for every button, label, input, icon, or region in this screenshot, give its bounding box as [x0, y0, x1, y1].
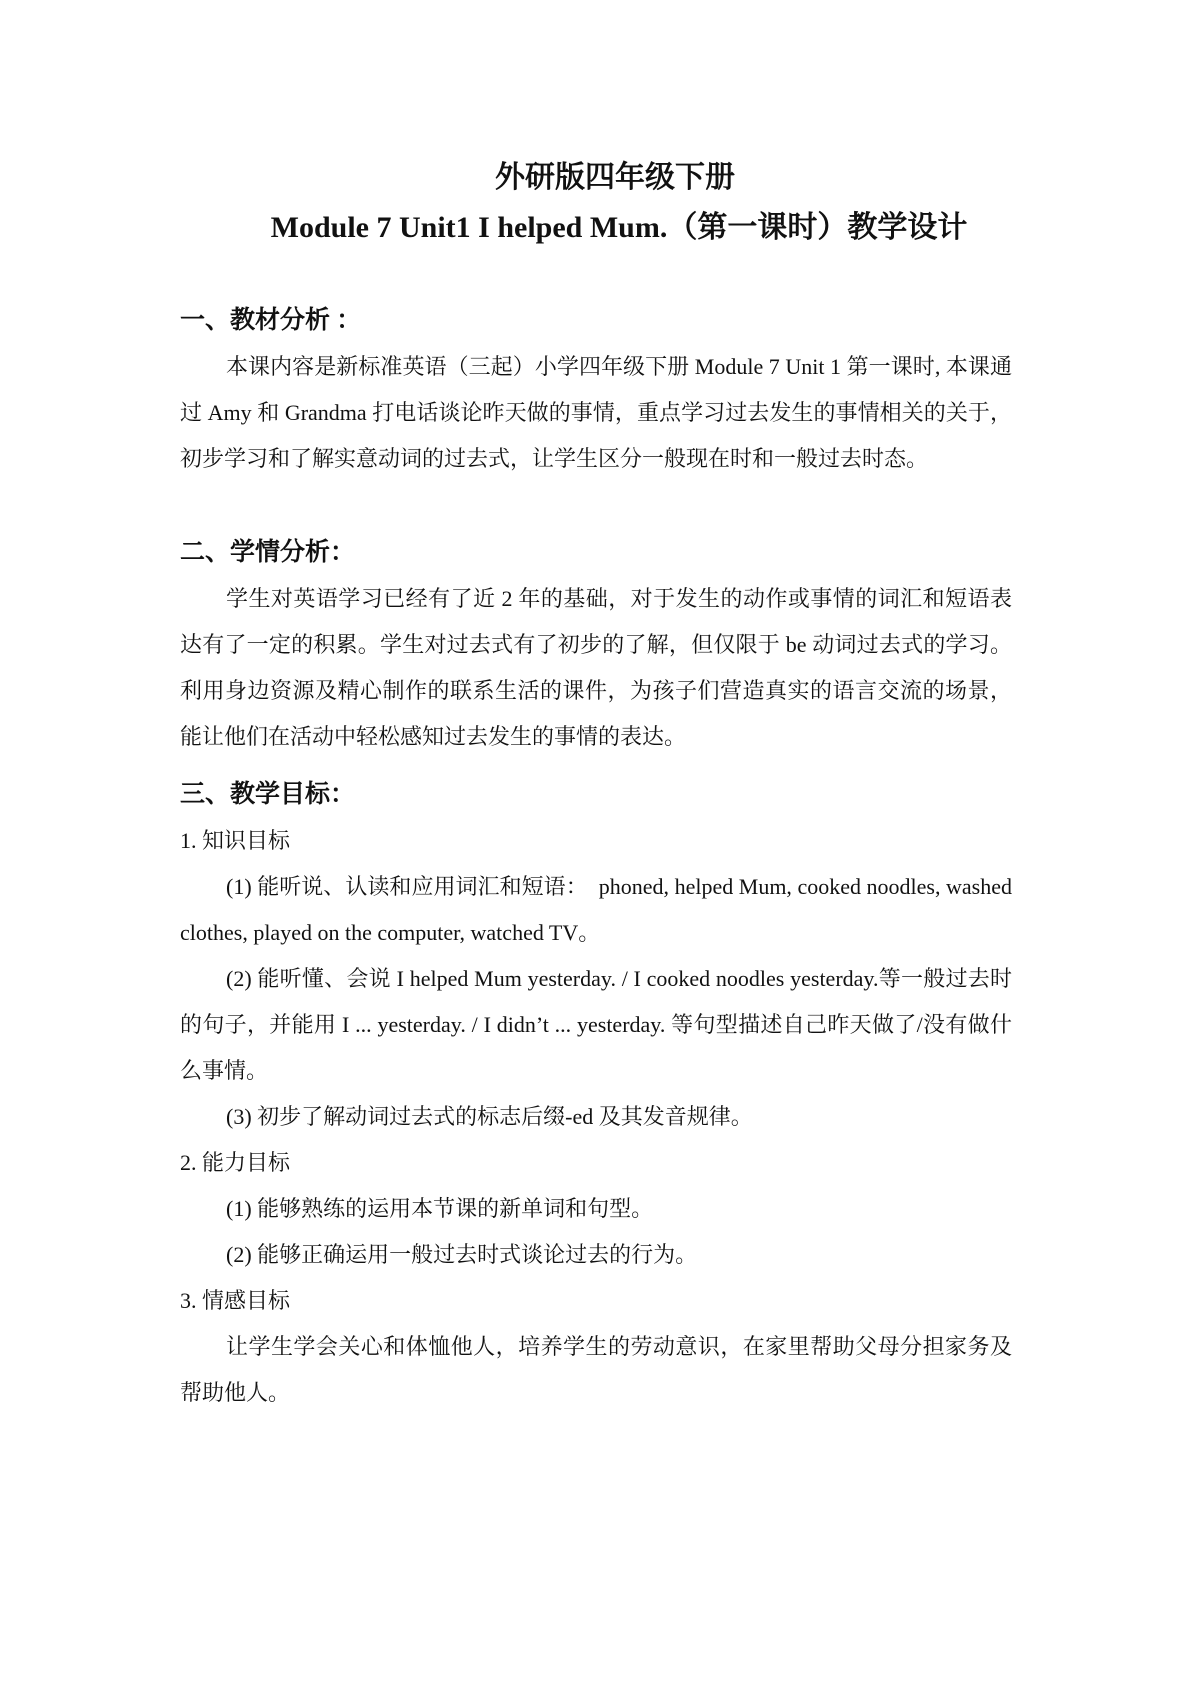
section-heading-student-analysis: 二、学情分析：: [180, 539, 356, 566]
knowledge-goal-title: 1. 知识目标: [180, 828, 291, 853]
title-line-2: Module 7 Unit1 I helped Mum.（第一课时）教学设计: [270, 211, 968, 244]
textbook-analysis-paragraph: 本课内容是新标准英语（三起）小学四年级下册 Module 7 Unit 1 第一课时, 本课通过 Amy 和 Grandma 打电话谈论昨天做的事情，重点学习过去发生的事情相关的关于，初步学习和了解实意动词的过去式，让学生区分一般现在时和一般过去时态。: [180, 354, 1012, 471]
document-body: [180, 298, 1012, 1416]
spacer: [180, 760, 1012, 772]
document-title: [180, 153, 1050, 253]
ability-goal-item: (1) 能够熟练的运用本节课的新单词和句型。: [226, 1196, 654, 1221]
knowledge-goal-item: (3) 初步了解动词过去式的标志后缀-ed 及其发音规律。: [226, 1104, 753, 1129]
section-heading-textbook-analysis: 一、教材分析 ：: [180, 307, 362, 334]
student-analysis-paragraph: 学生对英语学习已经有了近 2 年的基础，对于发生的动作或事情的词汇和短语表达有了一定的积累。学生对过去式有了初步的了解，但仅限于 be 动词过去式的学习。利用身边资源及精心制作的联系生活的课件，为孩子们营造真实的语言交流的场景，能让他们在活动中轻松感知过去发生的事情的表达。: [180, 586, 1012, 749]
ability-goal-title: 2. 能力目标: [180, 1150, 291, 1175]
section-heading-teaching-goals: 三、教学目标：: [180, 781, 356, 808]
title-line-1: 外研版四年级下册: [495, 161, 735, 194]
emotion-goal-paragraph: 让学生学会关心和体恤他人，培养学生的劳动意识，在家里帮助父母分担家务及帮助他人。: [180, 1334, 1012, 1405]
ability-goal-item: (2) 能够正确运用一般过去时式谈论过去的行为。: [226, 1242, 698, 1267]
knowledge-goal-item: (1) 能听说、认读和应用词汇和短语： phoned, helped Mum, cooked noodles, washed clothes, played on the computer, watched TV。: [180, 874, 1012, 945]
spacer: [180, 482, 1012, 530]
knowledge-goal-item: (2) 能听懂、会说 I helped Mum yesterday. / I cooked noodles yesterday.等一般过去时的句子，并能用 I ... yesterday. / I didn’t ... yesterday. 等句型描述自己昨天做了/没有做什么事情。: [180, 966, 1012, 1083]
emotion-goal-title: 3. 情感目标: [180, 1288, 291, 1313]
